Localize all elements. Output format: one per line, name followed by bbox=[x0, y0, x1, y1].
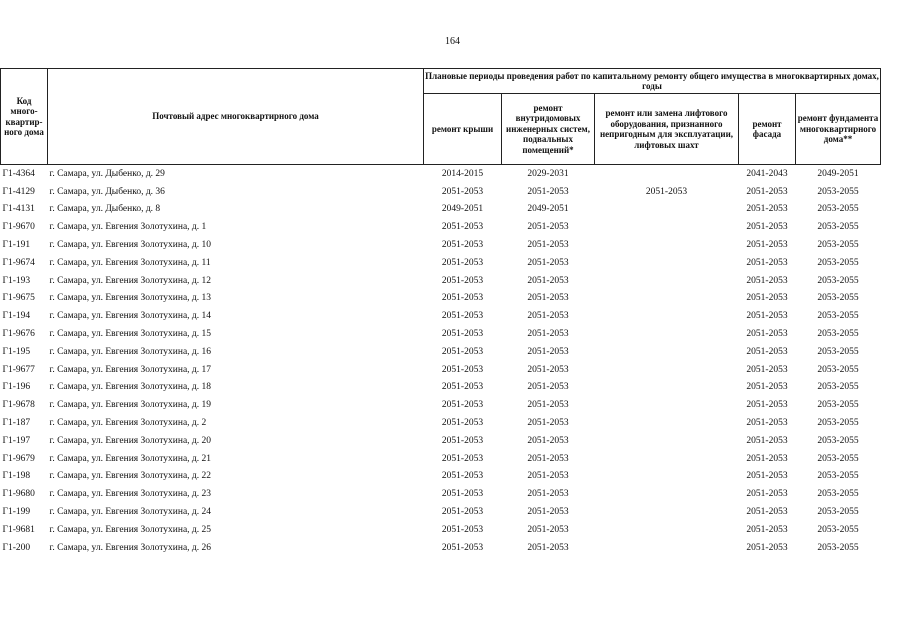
foundation-period: 2053-2055 bbox=[817, 364, 859, 375]
elevator-period bbox=[595, 307, 739, 325]
house-code: Г1-9680 bbox=[2, 489, 35, 500]
house-code: Г1-9674 bbox=[2, 257, 35, 268]
house-address: г. Самара, ул. Евгения Золотухина, д. 2 bbox=[49, 418, 207, 429]
facade-period: 2051-2053 bbox=[746, 311, 788, 322]
facade-period: 2051-2053 bbox=[746, 542, 788, 553]
foundation-period: 2053-2055 bbox=[817, 293, 859, 304]
header-facade: ремонт фасада bbox=[739, 94, 796, 165]
house-code: Г1-196 bbox=[2, 382, 31, 393]
table-row bbox=[1, 485, 881, 503]
roof-period: 2051-2053 bbox=[441, 364, 484, 375]
table-row bbox=[1, 236, 881, 254]
header-periods-group: Плановые периоды проведения работ по капитальному ремонту общего имущества в многоквартирных домах, годы bbox=[424, 69, 881, 94]
facade-period: 2051-2053 bbox=[746, 364, 788, 375]
header-systems: ремонт внутридомовых инженерных систем, подвальных помещений* bbox=[502, 94, 595, 165]
facade-period: 2051-2053 bbox=[746, 507, 788, 518]
roof-period: 2051-2053 bbox=[441, 471, 484, 482]
table-row bbox=[1, 218, 881, 236]
elevator-period bbox=[595, 236, 739, 254]
facade-period: 2051-2053 bbox=[746, 186, 788, 197]
roof-period: 2049-2051 bbox=[441, 204, 484, 215]
table-row bbox=[1, 201, 881, 219]
house-address: г. Самара, ул. Евгения Золотухина, д. 11 bbox=[49, 257, 211, 268]
house-code: Г1-9675 bbox=[2, 293, 35, 304]
table-row bbox=[1, 343, 881, 361]
table-row bbox=[1, 183, 881, 201]
roof-period: 2051-2053 bbox=[441, 222, 484, 233]
elevator-period bbox=[595, 432, 739, 450]
roof-period: 2051-2053 bbox=[441, 240, 484, 251]
roof-period: 2051-2053 bbox=[441, 507, 484, 518]
house-address: г. Самара, ул. Дыбенко, д. 36 bbox=[49, 186, 165, 197]
house-code: Г1-9676 bbox=[2, 329, 35, 340]
house-code: Г1-200 bbox=[2, 542, 31, 553]
house-address: г. Самара, ул. Евгения Золотухина, д. 21 bbox=[49, 453, 212, 464]
table-row bbox=[1, 432, 881, 450]
systems-period: 2051-2053 bbox=[527, 364, 569, 375]
roof-period: 2051-2053 bbox=[441, 400, 484, 411]
elevator-period bbox=[595, 272, 739, 290]
facade-period: 2051-2053 bbox=[746, 435, 788, 446]
elevator-period bbox=[595, 450, 739, 468]
foundation-period: 2053-2055 bbox=[817, 257, 859, 268]
roof-period: 2051-2053 bbox=[441, 418, 484, 429]
elevator-period bbox=[595, 254, 739, 272]
table-row bbox=[1, 290, 881, 308]
facade-period: 2051-2053 bbox=[746, 275, 788, 286]
house-address: г. Самара, ул. Евгения Золотухина, д. 22 bbox=[49, 471, 212, 482]
table-row bbox=[1, 361, 881, 379]
roof-period: 2051-2053 bbox=[441, 329, 484, 340]
facade-period: 2051-2053 bbox=[746, 257, 788, 268]
table-row bbox=[1, 272, 881, 290]
systems-period: 2051-2053 bbox=[527, 311, 569, 322]
elevator-period bbox=[595, 414, 739, 432]
foundation-period: 2053-2055 bbox=[817, 400, 859, 411]
roof-period: 2051-2053 bbox=[441, 186, 484, 197]
header-foundation: ремонт фундамента многоквартирного дома** bbox=[796, 94, 881, 165]
roof-period: 2014-2015 bbox=[441, 168, 484, 179]
elevator-period bbox=[595, 361, 739, 379]
house-address: г. Самара, ул. Евгения Золотухина, д. 18 bbox=[49, 382, 212, 393]
foundation-period: 2053-2055 bbox=[817, 542, 859, 553]
elevator-period bbox=[595, 379, 739, 397]
house-address: г. Самара, ул. Евгения Золотухина, д. 14 bbox=[49, 311, 212, 322]
table-row bbox=[1, 254, 881, 272]
facade-period: 2051-2053 bbox=[746, 400, 788, 411]
table-body bbox=[1, 165, 881, 557]
foundation-period: 2053-2055 bbox=[817, 329, 859, 340]
table-row bbox=[1, 539, 881, 557]
facade-period: 2051-2053 bbox=[746, 329, 788, 340]
house-address: г. Самара, ул. Евгения Золотухина, д. 10 bbox=[49, 240, 212, 251]
house-code: Г1-9677 bbox=[2, 364, 35, 375]
table-row bbox=[1, 165, 881, 183]
foundation-period: 2053-2055 bbox=[817, 222, 859, 233]
table-row bbox=[1, 325, 881, 343]
elevator-period bbox=[595, 485, 739, 503]
house-address: г. Самара, ул. Евгения Золотухина, д. 12 bbox=[49, 275, 212, 286]
elevator-period bbox=[595, 290, 739, 308]
header-code: Код много-квартир-ного дома bbox=[1, 69, 48, 165]
table-row bbox=[1, 307, 881, 325]
elevator-period bbox=[595, 503, 739, 521]
systems-period: 2051-2053 bbox=[527, 418, 569, 429]
foundation-period: 2053-2055 bbox=[817, 524, 859, 535]
house-address: г. Самара, ул. Евгения Золотухина, д. 16 bbox=[49, 346, 212, 357]
facade-period: 2051-2053 bbox=[746, 418, 788, 429]
header-roof: ремонт крыши bbox=[424, 94, 502, 165]
roof-period: 2051-2053 bbox=[441, 311, 484, 322]
elevator-period bbox=[595, 165, 739, 183]
house-code: Г1-4129 bbox=[2, 186, 35, 197]
house-code: Г1-9670 bbox=[2, 222, 35, 233]
systems-period: 2051-2053 bbox=[527, 453, 569, 464]
systems-period: 2051-2053 bbox=[527, 507, 569, 518]
facade-period: 2051-2053 bbox=[746, 240, 788, 251]
foundation-period: 2053-2055 bbox=[817, 507, 859, 518]
elevator-period bbox=[595, 468, 739, 486]
roof-period: 2051-2053 bbox=[441, 257, 484, 268]
foundation-period: 2053-2055 bbox=[817, 275, 859, 286]
systems-period: 2051-2053 bbox=[527, 524, 569, 535]
house-code: Г1-195 bbox=[2, 346, 31, 357]
systems-period: 2051-2053 bbox=[527, 222, 569, 233]
page-number: 164 bbox=[445, 36, 460, 47]
facade-period: 2051-2053 bbox=[746, 222, 788, 233]
house-address: г. Самара, ул. Дыбенко, д. 29 bbox=[49, 168, 165, 179]
table-row bbox=[1, 379, 881, 397]
elevator-period bbox=[595, 325, 739, 343]
systems-period: 2051-2053 bbox=[527, 489, 569, 500]
roof-period: 2051-2053 bbox=[441, 489, 484, 500]
foundation-period: 2053-2055 bbox=[817, 204, 859, 215]
roof-period: 2051-2053 bbox=[441, 382, 484, 393]
table-row bbox=[1, 396, 881, 414]
foundation-period: 2053-2055 bbox=[817, 382, 859, 393]
house-code: Г1-199 bbox=[2, 507, 31, 518]
facade-period: 2051-2053 bbox=[746, 489, 788, 500]
house-code: Г1-193 bbox=[2, 275, 31, 286]
house-address: г. Самара, ул. Дыбенко, д. 8 bbox=[49, 204, 161, 215]
foundation-period: 2053-2055 bbox=[817, 311, 859, 322]
foundation-period: 2053-2055 bbox=[817, 453, 859, 464]
systems-period: 2051-2053 bbox=[527, 346, 569, 357]
house-address: г. Самара, ул. Евгения Золотухина, д. 24 bbox=[49, 507, 212, 518]
house-address: г. Самара, ул. Евгения Золотухина, д. 25 bbox=[49, 524, 212, 535]
house-code: Г1-198 bbox=[2, 471, 31, 482]
roof-period: 2051-2053 bbox=[441, 275, 484, 286]
systems-period: 2051-2053 bbox=[527, 275, 569, 286]
roof-period: 2051-2053 bbox=[441, 346, 484, 357]
house-code: Г1-194 bbox=[2, 311, 31, 322]
systems-period: 2051-2053 bbox=[527, 293, 569, 304]
systems-period: 2051-2053 bbox=[527, 382, 569, 393]
roof-period: 2051-2053 bbox=[441, 435, 484, 446]
foundation-period: 2049-2051 bbox=[817, 168, 859, 179]
facade-period: 2051-2053 bbox=[746, 204, 788, 215]
roof-period: 2051-2053 bbox=[441, 524, 484, 535]
elevator-period bbox=[595, 396, 739, 414]
systems-period: 2049-2051 bbox=[527, 204, 569, 215]
roof-period: 2051-2053 bbox=[441, 453, 484, 464]
systems-period: 2051-2053 bbox=[527, 257, 569, 268]
house-code: Г1-4131 bbox=[2, 204, 35, 215]
house-address: г. Самара, ул. Евгения Золотухина, д. 17 bbox=[49, 364, 212, 375]
systems-period: 2051-2053 bbox=[527, 471, 569, 482]
house-code: Г1-9681 bbox=[2, 524, 35, 535]
elevator-period bbox=[595, 201, 739, 219]
header-address: Почтовый адрес многоквартирного дома bbox=[48, 69, 424, 165]
foundation-period: 2053-2055 bbox=[817, 471, 859, 482]
facade-period: 2051-2053 bbox=[746, 346, 788, 357]
header-elevator: ремонт или замена лифтового оборудования, признанного непригодным для эксплуатации, лифтовых шахт bbox=[595, 94, 739, 165]
systems-period: 2051-2053 bbox=[527, 240, 569, 251]
table-row bbox=[1, 468, 881, 486]
house-address: г. Самара, ул. Евгения Золотухина, д. 1 bbox=[49, 222, 207, 233]
house-address: г. Самара, ул. Евгения Золотухина, д. 19 bbox=[49, 400, 212, 411]
roof-period: 2051-2053 bbox=[441, 542, 484, 553]
repair-schedule-table bbox=[0, 68, 881, 557]
foundation-period: 2053-2055 bbox=[817, 346, 859, 357]
house-address: г. Самара, ул. Евгения Золотухина, д. 15 bbox=[49, 329, 212, 340]
facade-period: 2051-2053 bbox=[746, 382, 788, 393]
systems-period: 2051-2053 bbox=[527, 186, 569, 197]
foundation-period: 2053-2055 bbox=[817, 435, 859, 446]
elevator-period bbox=[595, 343, 739, 361]
elevator-period: 2051-2053 bbox=[645, 186, 688, 197]
house-address: г. Самара, ул. Евгения Золотухина, д. 13 bbox=[49, 293, 212, 304]
house-code: Г1-197 bbox=[2, 435, 31, 446]
house-code: Г1-9678 bbox=[2, 400, 35, 411]
facade-period: 2051-2053 bbox=[746, 524, 788, 535]
systems-period: 2051-2053 bbox=[527, 329, 569, 340]
foundation-period: 2053-2055 bbox=[817, 489, 859, 500]
house-address: г. Самара, ул. Евгения Золотухина, д. 23 bbox=[49, 489, 212, 500]
elevator-period bbox=[595, 521, 739, 539]
foundation-period: 2053-2055 bbox=[817, 240, 859, 251]
systems-period: 2051-2053 bbox=[527, 400, 569, 411]
systems-period: 2051-2053 bbox=[527, 542, 569, 553]
elevator-period bbox=[595, 539, 739, 557]
house-address: г. Самара, ул. Евгения Золотухина, д. 20 bbox=[49, 435, 212, 446]
systems-period: 2051-2053 bbox=[527, 435, 569, 446]
house-code: Г1-191 bbox=[2, 240, 31, 251]
roof-period: 2051-2053 bbox=[441, 293, 484, 304]
table-row bbox=[1, 521, 881, 539]
table-row bbox=[1, 450, 881, 468]
facade-period: 2051-2053 bbox=[746, 471, 788, 482]
table-row bbox=[1, 503, 881, 521]
house-address: г. Самара, ул. Евгения Золотухина, д. 26 bbox=[49, 542, 212, 553]
house-code: Г1-9679 bbox=[2, 453, 35, 464]
systems-period: 2029-2031 bbox=[527, 168, 569, 179]
house-code: Г1-187 bbox=[2, 418, 31, 429]
foundation-period: 2053-2055 bbox=[817, 186, 859, 197]
house-code: Г1-4364 bbox=[2, 168, 35, 179]
facade-period: 2051-2053 bbox=[746, 293, 788, 304]
elevator-period bbox=[595, 218, 739, 236]
facade-period: 2041-2043 bbox=[746, 168, 788, 179]
table-row bbox=[1, 414, 881, 432]
foundation-period: 2053-2055 bbox=[817, 418, 859, 429]
facade-period: 2051-2053 bbox=[746, 453, 788, 464]
